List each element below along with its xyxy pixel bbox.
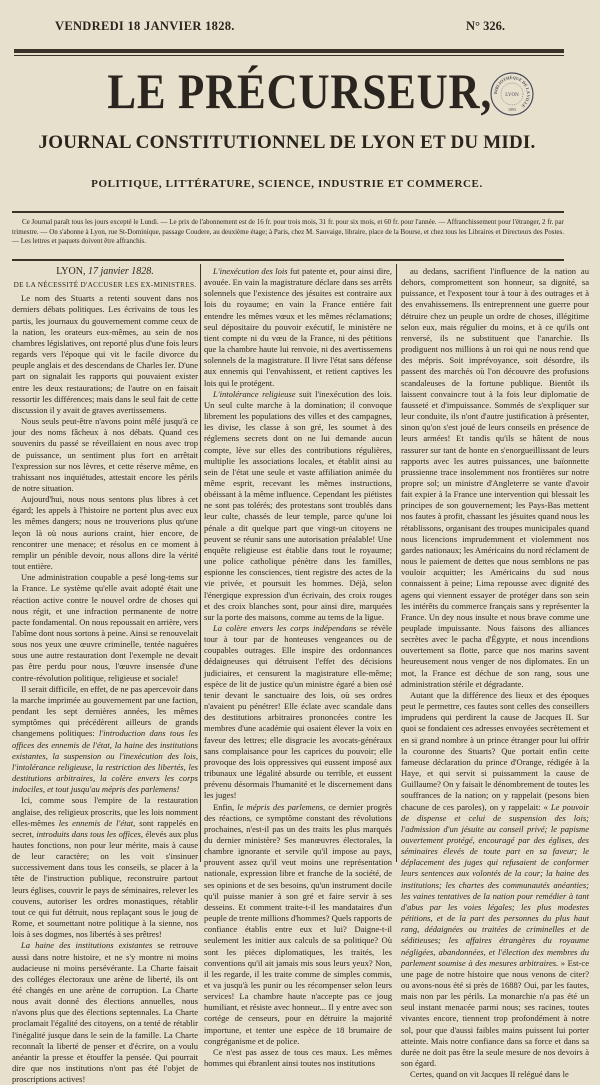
text-run: se retrouve aussi dans notre histoire, et ne s'y montre ni moins audacieuse ni moins persévérante. La Charte faisait des colléges électoraux une arène de liberté, ils ont été changés en une arène de corruption. La Charte nous avait donné des élections annuelles, nous n'avons plus que des élections septennales. La Charte proclamait l'égalité des citoyens, on a tenté de rétablir l'inégalité jusque dans le sein de la famille. La Charte reconnaît la liberté de penser et d'écrire, on a voulu anéantir la presse et étouffer la pensée. Qui pourrait dire que nos institutions n'ont pas été l'objet de proscriptions actives! (12, 940, 199, 1085)
article-paragraph (204, 389, 392, 623)
issue-number: N° 326. (466, 19, 506, 33)
article-paragraph (401, 690, 589, 1069)
article-paragraph (12, 416, 198, 494)
text-run: Ici, comme sous l'empire de la restauration anglaise, des religieux proscrits, que les lois nomment elles-mêmes (12, 795, 198, 828)
stamp-year: 1893 (508, 107, 516, 112)
text-run: Nous seuls peut-être n'avons point mêlé jusqu'à ce jour des noms fâcheux à nos débats. Quand ces souvenirs du passé se réveillaient en nous avec trop de puissance, un sentiment plus fort en arrêtait l'expression sur nos lèvres, et cette réserve même, en trahissant nos inquiétudes, attestait encore les périls de notre situation. (12, 416, 198, 493)
italic-text: La haine des institutions existantes (21, 940, 153, 951)
rule-below-notice (12, 259, 564, 261)
text-run: , élevés aux plus hautes fonctions, non pour leur mérite, mais à cause de leur caractère; on les voit s'insinuer successivement dans tous les conseils, se placer à la tête de l'instruction publique, reconstruire partout leurs églises, couvrir le pays de séminaires, relever les couvens, autoriser les ordres monastiques, rétablir tout ce qui fut détruit, nous replaçant sous le joug de Rome, et soumettant notre politique à la sienne, nos lois à ses dogmes, nos libertés à ses prêtres! (12, 828, 198, 940)
article-paragraph (204, 802, 392, 1047)
stamp-ring-text: BIBLIOTHÈQUE DE LA VILLE (492, 74, 532, 109)
italic-text: introduits dans tous les offices (36, 828, 141, 839)
column-1 (12, 266, 198, 1085)
article-paragraph (204, 623, 392, 802)
text-run: Aujourd'hui, nous nous sentons plus libres à cet égard; les appels à l'histoire ne portent plus avec eux les mêmes dangers; nous ne trouverions plus qu'une leçon là où nous aurions craint, hier encore, de rencontrer une menace; et résolus en ce moment à remplir un pénible devoir, nous allons dire la vérité tout entière. (12, 494, 198, 572)
dateline: VENDREDI 18 JANVIER 1828. (55, 19, 235, 33)
title-text: LE PRÉCURSEUR, (107, 63, 493, 119)
article-paragraph (12, 940, 198, 1085)
text-run: Le nom des Stuarts a retenti souvent dans nos derniers débats politiques. Les écrivains de tous les partis, les journaux du gouvernement comme ceux de la nation, les orateurs eux-mêmes, au sein de nos chambres législatives, ont reporté plus d'une fois leurs regards vers l'époque qui vit le facile divorce du peuple anglais et des descendans de Charles Ier. D'une part on signalait les rapports qui pouvaient exister entre les deux restaurations; de l'autre on en faisait ressortir les différences; mais dans le seul fait de cette discussion il y avait de graves avertissemens. (12, 293, 198, 415)
italic-text: Le pouvoir de dispense et celui de suspension des lois; l'admission d'un jésuite au conseil privé; le papisme ouvertement protégé, encouragé par des églises, des séminaires élevés de toute part en sa faveur; le déplacement des juges qui refusaient de conformer leurs sentences aux volontés de la cour; la haine des institutions; les chartes des communautés anéanties; les vaines tentatives de la nation pour remédier à tant d'abus par les voies légales; les plus modestes pétitions, et de la part des personnes du plus haut rang, dédaignées ou traitées de criminelles et de séditieuses; les affaires étrangères du royaume négligées, abandonnées, et l'élection des membres du parlement soumise à des mesures arbitraires. (401, 801, 589, 968)
text-run: » Est-ce une page de notre histoire que nous venons de citer? ou avons-nous été si près de 1688? Oui, par les fautes, mais non par les périls. La monarchie n'a pas été un seul instant menacée parmi nous; ses racines, toutes vivantes encore, tiennent trop profondément à notre sol, pour que d'aussi faibles mains puissent lui porter atteinte. Mais notre confiance dans sa force et dans sa durée ne doit pas être la seule mesure de nos devoirs à son égard. (401, 957, 589, 1069)
newspaper-subtitle: JOURNAL CONSTITUTIONNEL DE LYON ET DU MIDI. (38, 132, 536, 153)
article-paragraph (12, 572, 198, 684)
italic-text: le mépris des parlemens (237, 801, 324, 812)
text-run: Une administration coupable a pesé long-tems sur la France. Le système qu'elle avait adopté était une réaction active contre le nouvel ordre de choses qui nous régit, et une infraction permanente de notre pacte fondamental. On nous repoussait en arrière, vers l'abîme dont nous sortons à peine. Ainsi se renouvelait sous nos yeux une œuvre criminelle, tentée naguères sous une autre restauration dont l'exemple ne devait pas être perdu pour nous, l'œuvre insensée d'une contre-révolution politique, religieuse et sociale! (12, 572, 198, 683)
article-place: LYON, (56, 266, 88, 277)
text-run: Ce n'est pas assez de tous ces maux. Les mêmes hommes qui ébranlent ainsi toutes nos institutions (204, 1046, 392, 1069)
column-divider (396, 264, 397, 862)
column-2 (204, 266, 392, 1069)
text-run: Il serait difficile, en effet, de ne pas apercevoir dans la marche imprimée au gouvernement par une faction, pendant les sept dernières années, les mêmes symptômes qui précédèrent ailleurs de grands changemens politiques: (12, 683, 198, 739)
article-paragraph (401, 1069, 589, 1080)
text-run: Enfin, (213, 801, 238, 812)
library-stamp-icon (490, 72, 534, 116)
text-run: , sont rappelés en secret, (12, 817, 198, 839)
article-heading: DE LA NÉCESSITÉ D'ACCUSER LES EX-MINISTRES. (13, 281, 197, 290)
article-paragraph (204, 1047, 392, 1069)
italic-text: L'intolérance religieuse (213, 388, 296, 399)
stamp-center: LYON (505, 93, 519, 98)
italic-text: L'inexécution des lois (213, 266, 288, 276)
svg-text:BIBLIOTHÈQUE DE LA VILLE (493, 75, 531, 109)
column-divider (200, 264, 201, 862)
italic-text: La colère envers les corps indépendans (213, 623, 357, 633)
article-paragraph (12, 684, 198, 796)
subscription-notice: Ce Journal paraît tous les jours excepté le Lundi. — Le prix de l'abonnement est de 16 fr. pour trois mois, 31 fr. pour six mois, et 60 fr. pour l'année. — Affranchissement pour l'étranger, 2 fr. par trimestre. — On s'abonne à Lyon, rue St-Dominique, passage Coudere, au deuxième étage; à Paris, chez M. Sauvaige, libraire, place de la Bourse, et chez tous les Libraires et Directeurs des Postes. — Les lettres et paquets doivent être affranchis. (12, 218, 564, 246)
article-paragraph (204, 266, 392, 389)
rule-above-notice (12, 211, 564, 213)
italic-text: les ennemis de l'état (58, 817, 134, 828)
text-run: suit l'inexécution des lois. Un seul culte marche à la domination; il convoque librement les populations des villes et des campagnes, les divise, les classe à son gré, les soumet à des réglemens secrets dont on ne lui demande aucun compte, lève sur elles des contributions régulières, multiplie les associations locales, et établit ainsi au sein de l'état une seule et vaste affiliation animée du même esprit, recevant les mêmes instructions, obéissant à la même influence. Cependant les piétistes ne sont pas tolérés; des protestans sont troublés dans leur culte, chassés de leur temple, parce qu'une loi pénale a dit quelque part que vingt-un citoyens ne peuvent se réunir sans une autorisation préalable! Une enquête religieuse est établie dans tout le royaume; une police catholique pénètre dans les familles, espionne les consciences, tient registre des actes de la vie privée, et poursuit les hommes. Déjà, selon l'énergique expression d'un écrivain, des croix rouges et des croix blanches sont, pour ainsi dire, marquées sur la porte des maisons, comme au tems de la ligue. (204, 388, 393, 622)
text-run: fut patente et, pour ainsi dire, avouée. En vain la magistrature déclare dans ses arrêts solennels que l'existence des jésuites est contraire aux lois du royaume; en vain la France entière fait entendre les mêmes vœux et les mêmes réclamations; seul dépositaire du pouvoir exécutif, le ministère ne tient compte ni du vœu de la France, ni des pétitions que la chambre haute lui renvoie, ni des avertissemens solennels de la magistrature. Il livre l'état sans défense aux ennemis qui l'envahissent, et retient captives les lois qui le protégent. (204, 266, 392, 388)
text-run: au dedans, sacrifient l'influence de la nation au dehors, compromettent son honneur, sa dignité, sa puissance, et l'exposent tour à tour à des outrages et à des envahissemens. Ils entreprennent une guerre pour détruire chez un peuple un ordre de choses, illégitime selon eux, mais régulier du moins, et à ce qu'ils ont renversé, ils ne substituent que l'anarchie. Ils prodiguent nos millions à un roi qui ne nous rend que des mépris. Soit imprévoyance, soit désordre, ils passent des marchés où l'on découvre des profusions scandaleuses de la fortune publique. Bientôt ils laissent convaincre tout à la fois leur diplomatie de fausseté et d'impuissance. Sommés de s'expliquer sur leur conduite, ils n'ont d'autre justification à présenter, sinon qu'on s'est joué de leurs conseils en présence de leurs armées! Et tandis qu'ils se hâtent de nous rassurer sur tant de honte en s'enorgueillissant de leurs rapports avec les autres puissances, une baïonnette prussienne trace insolemment nos frontières sur notre propre sol; un ministre d'Angleterre se vante d'avoir fait expier à la France une intervention qui blessait les principes de son gouvernement; les Pays-Bas mettent nos fautes à profit, chassant les jésuites quand nous les rétablissons, organisant des troupes municipales quand nous licencions imprudemment et violemment nos gardes nationaux; les Américains du nord réclament de nous le paiement de dettes que nous semblons ne pas vouloir acquitter; les Américains du sud nous connaissent à peine; Lima repousse avec dignité des agens qui viennent essayer de protéger dans son sein les intérêts du commerce français sans y représenter la France. Un dey nous insulte et nous brave comme une peuplade impuissante. Nous faisons des alliances secrètes avec le pacha d'Égypte, et nous incendions ouvertement sa flotte, parce que nos marins savent heureusement nous venger de nos diplomates. En un mot, la France est déchue de son rang, sous une administration stérile et dégradante. (401, 266, 589, 689)
text-run: , ce dernier progrès des réactions, ce symptôme constant des révolutions prochaines, n'est-il pas un des traits les plus marqués du dernier ministère? Ses manœuvres électorales, la chambre ignorante et servile qu'il impose au pays, prouvent assez qu'il veut moins une représentation nationale, expression libre et franche de la société, de ses opinions et de ses besoins, qu'un instrument docile qu'il puisse manier à son gré et faire servir à ses desseins. Et comment traite-t-il les mandataires d'un peuple de trente millions d'hommes? Quels rapports de confiance établis entre eux et lui? Daigne-t-il seulement les initier aux calculs de sa politique? Où sont les pièces diplomatiques, les traités, les conventions qu'il ait jamais mis sous leurs yeux? Non, il les regarde, il les traite comme de simples commis, et va jusqu'à les punir ou les récompenser selon leurs services! La chambre haute n'accepte pas ce joug humiliant, et résiste avec honneur... Il y entre avec son cortége de censeurs, pour en détruire la majorité importune, et tenter une espèce de 18 brumaire de congréganisme et de police. (204, 801, 392, 1046)
article-paragraph (401, 266, 589, 690)
article-paragraph (12, 795, 198, 940)
text-run: Autant que la différence des lieux et des époques peut le permettre, ces fautes sont celles des conseillers imprudens qui perdirent la cause de Jacques II. Sur quoi se fondaient ces adresses envoyées secrètement et en si grand nombre à un prince étranger pour lui offrir la couronne des Stuarts? Que portait enfin cette fameuse déclaration du prince d'Orange, rédigée à la Haye, et qui servit si puissamment la cause de Guillaume? On y faisait le dénombrement de toutes les souffrances de la nation; on y rappelait (pesons bien chacune de ces paroles), on y rappelait: « (401, 689, 589, 812)
text-run: Certes, quand on vit Jacques II relégué dans le (410, 1069, 569, 1080)
article-paragraph (12, 293, 198, 416)
article-paragraph (12, 494, 198, 572)
article-date: 17 janvier 1828. (87, 266, 154, 277)
italic-text: l'introduction dans tous les offices des ennemis de l'état, la haine des institutions existantes, la suspension ou l'inexécution des lois, l'intolérance religieuse, la restriction des libertés, les destitutions arbitraires, la colère envers les corps indociles, et tout jusqu'au mépris des parlemens! (12, 728, 198, 795)
top-rule (14, 49, 564, 53)
newspaper-tagline: POLITIQUE, LITTÉRATURE, SCIENCE, INDUSTRIE ET COMMERCE. (91, 178, 483, 190)
article-dateline (12, 266, 198, 277)
text-run: se révèle tour à tour par de honteuses vengeances ou de coupables outrages. Elle inspire des ordonnances dédaigneuses qui détruisent l'effet des décisions judiciaires, et censurent la magistrature elle-même; espèce de lit de justice qu'un ministre égaré a bien osé tenir devant le sanctuaire des lois, où ses ordres n'avaient pu pénétrer! Elle éclate avec scandale dans des destitutions arbitraires prononcées contre les membres d'une académie qui osaient élever la voix en faveur des lettres; elle disgracie les avocats-généraux sans complaisance pour les caprices du pouvoir; elle provoque des lois oppressives qui eussent imposé aux tribunaux une légalité absurde ou terrible, et eussent prévenu désormais l'humanité et le discernement dans les juges! (204, 623, 392, 801)
column-3 (401, 266, 589, 1080)
